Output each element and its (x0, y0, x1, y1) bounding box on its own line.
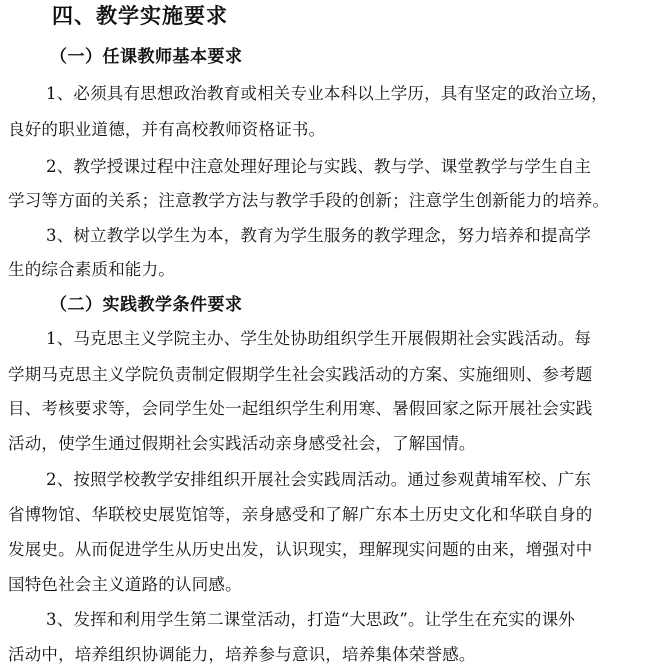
paragraph-line: 活动，使学生通过假期社会实践活动亲身感受社会，了解国情。 (8, 434, 476, 453)
section-title: 四、教学实施要求 (52, 3, 228, 28)
paragraph-line: 1、马克思主义学院主办、学生处协助组织学生开展假期社会实践活动。每 (46, 329, 592, 348)
paragraph-line: 省博物馆、华联校史展览馆等，亲身感受和了解广东本土历史文化和华联自身的 (8, 505, 593, 524)
paragraph-line: 1、必须具有思想政治教育或相关专业本科以上学历，具有坚定的政治立场， (46, 84, 608, 103)
paragraph-line: 良好的职业道德，并有高校教师资格证书。 (8, 120, 326, 139)
subsection-heading-1: （一）任课教师基本要求 (50, 47, 243, 67)
paragraph-line: 生的综合素质和能力。 (8, 260, 175, 279)
paragraph-line: 发展史。从而促进学生从历史出发，认识现实，理解现实问题的由来，增强对中 (8, 540, 593, 559)
paragraph-line: 学习等方面的关系；注意教学方法与教学手段的创新；注意学生创新能力的培养。 (8, 191, 610, 210)
subsection-heading-2: （二）实践教学条件要求 (50, 295, 243, 315)
paragraph-line: 学期马克思主义学院负责制定假期学生社会实践活动的方案、实施细则、参考题 (8, 365, 593, 384)
paragraph-line: 2、按照学校教学安排组织开展社会实践周活动。通过参观黄埔军校、广东 (46, 470, 592, 489)
paragraph-line: 目、考核要求等，会同学生处一起组织学生利用寒、暑假回家之际开展社会实践 (8, 399, 593, 418)
paragraph-line: 2、教学授课过程中注意处理好理论与实践、教与学、课堂教学与学生自主 (46, 157, 592, 176)
paragraph-line: 3、发挥和利用学生第二课堂活动，打造“大思政”。让学生在充实的课外 (46, 610, 575, 629)
paragraph-line: 国特色社会主义道路的认同感。 (8, 575, 242, 594)
paragraph-line: 3、树立教学以学生为本，教育为学生服务的教学理念，努力培养和提高学 (46, 226, 592, 245)
paragraph-line: 活动中，培养组织协调能力，培养参与意识，培养集体荣誉感。 (8, 645, 476, 664)
